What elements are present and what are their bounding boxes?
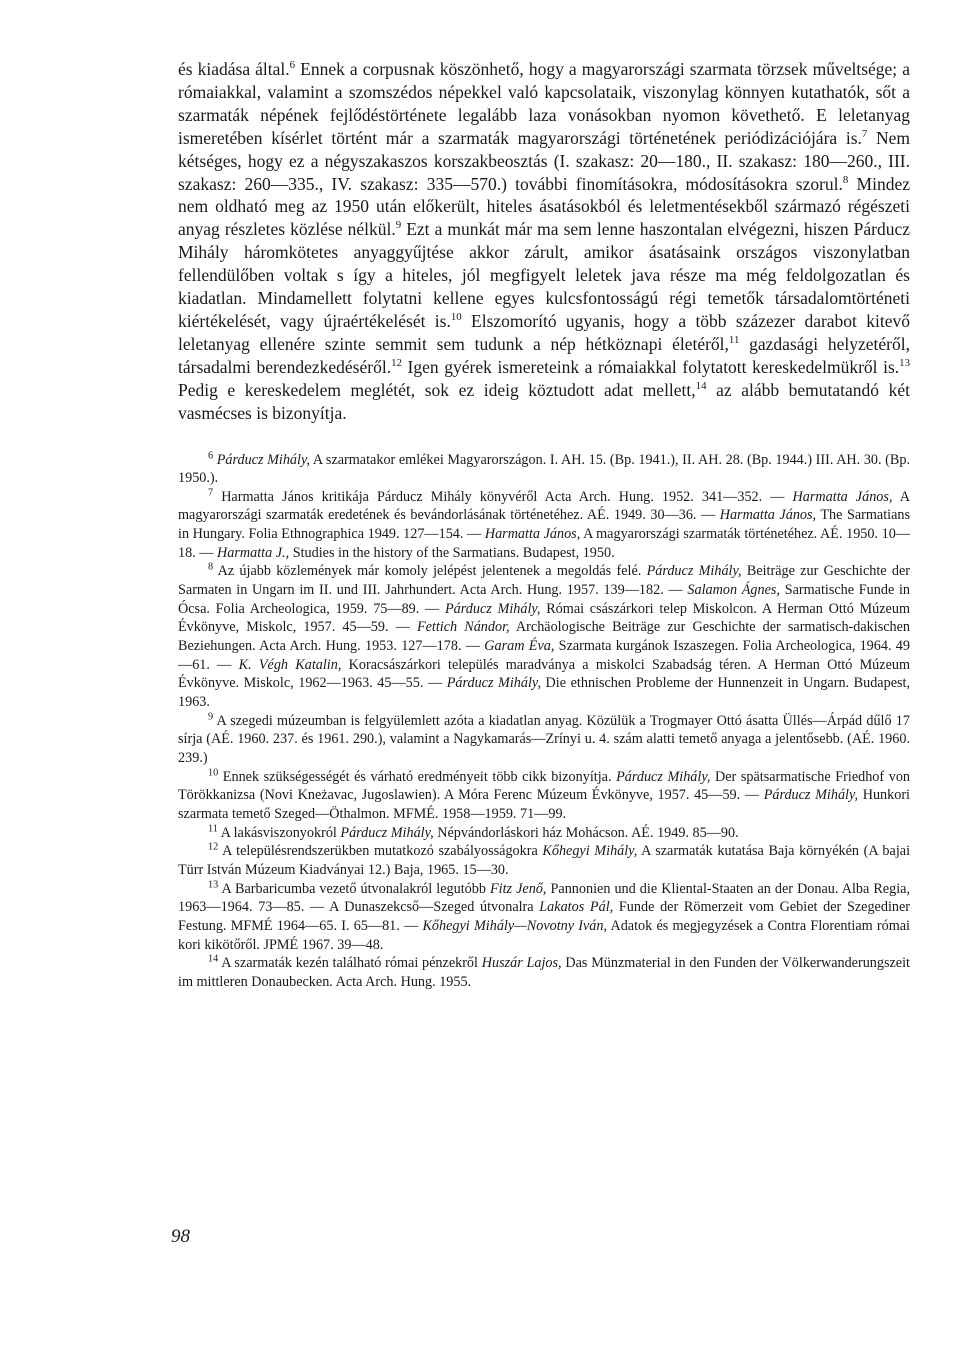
text-span: Der spätsarmatische Friedhof von Törökkanizsa (Novi Kneżavac, Jugoslawien). A Móra Ferenc Múzeum Évkönyve, 1957. 45—59. —	[178, 768, 911, 804]
text-span: Ennek szükségességét és várható eredményeit több cikk bizonyítja.	[218, 768, 617, 785]
footnote-ref: 11	[728, 334, 740, 347]
text-span: A magyarországi szarmaták eredetének és bevándorlásának történetéhez. AÉ. 1949. 30—36. —	[178, 488, 910, 524]
footnote-ref: 6	[289, 59, 296, 72]
footnote-number: 6	[208, 449, 214, 461]
text-span: Ennek a corpusnak köszönhető, hogy a magyarországi szarmata törzsek műveltsége; a rómaiakkal, valamint a szomszédos népekkel való kapcsolataik, viszonylag könnyen kutathatók, sőt a szarmaták népének fejlődéstörténete legalább laza vonásokban nyomon követhető. E leletanyag ismeretében kísérlet történt már a szarmaták magyarországi történetének periódizációjára is.	[178, 59, 910, 148]
author-name: Harmatta János,	[719, 507, 817, 524]
author-name: Huszár Lajos,	[481, 955, 562, 972]
footnote-13	[178, 880, 910, 955]
text-span: A szegedi múzeumban is felgyülemlett azóta a kiadatlan anyag. Közülük a Trogmayer Ottó ásatta Üllés—Árpád dűlő 17 sírja (AÉ. 1960. 237. és 1961. 290.), valamint a Nagykamarás—Zrínyi u. 4. szám alatti temető anyaga a jelentősebb. (AÉ. 1960. 239.)	[178, 712, 910, 766]
text-span: Adatok és megjegyzések a Contra Florentiam római kori kikötőről. JPMÉ 1967. 39—48.	[178, 917, 910, 953]
text-span: The Sarmatians in Hungary. Folia Ethnographica 1949. 127—154. —	[178, 507, 911, 543]
author-name: Kőhegyi Mihály,	[542, 843, 638, 860]
footnote-number: 14	[208, 953, 219, 965]
author-name: Párducz Mihály,	[340, 824, 434, 841]
author-name: Salamon Ágnes,	[687, 582, 780, 599]
text-span: Ezt a munkát már ma sem lenne haszontalan elvégezni, hiszen Párducz Mihály háromkötetes anyaggyűjtése akkor zárult, amikor ásatásaink országos viszonylatban fellendülőben voltak s így a hiteles, jól megfigyelt leletek java része ma még feldolgozatlan és kiadatlan. Mindamellett folytatni kellene egyes kulcsfontosságú régi temetők társadalomtörténeti kiértékelését, vagy újraértékelését is.	[178, 219, 910, 331]
author-name: Párducz Mihály,	[445, 600, 541, 617]
footnote-number: 9	[208, 710, 214, 722]
text-span: A Barbaricumba vezető útvonalakról legutóbb	[218, 880, 490, 897]
footnote-ref: 8	[842, 173, 849, 186]
author-name: Harmatta J.,	[217, 544, 290, 561]
footnote-9	[178, 712, 910, 768]
footnotes	[178, 451, 910, 992]
author-name: K. Végh Katalin,	[238, 656, 342, 673]
text-span: A lakásviszonyokról	[217, 824, 341, 841]
text-span: Elszomorító ugyanis, hogy a több százezer darabot kitevő leletanyag ellenére szinte semmit sem tudunk a nép hétköznapi életéről,	[178, 310, 910, 354]
text-span: és kiadása által.	[178, 59, 290, 79]
footnote-ref: 10	[450, 311, 462, 324]
text-span: Pannonien und die Kliental-Staaten an der Donau. Alba Regia, 1963—1964. 73—85. — A Dunaszekcső—Szeged útvonalra	[178, 880, 910, 916]
text-span: A szarmaták kezén található római pénzekről	[218, 955, 482, 972]
text-span: Das Münzmaterial in den Funden der Völkerwanderungszeit im mittleren Donaubecken. Acta Arch. Hung. 1955.	[178, 955, 910, 990]
text-span: Az újabb közlemények már komoly jelépést jelentenek a megoldás felé.	[213, 563, 647, 580]
footnote-ref: 14	[695, 379, 707, 392]
author-name: Garam Éva,	[484, 638, 555, 655]
footnote-11	[178, 824, 910, 843]
footnote-ref: 9	[395, 219, 402, 232]
text-span: Igen gyérek ismereteink a rómaiakkal folytatott kereskedelmükről is.	[401, 356, 900, 377]
author-name: Párducz Mihály,	[446, 675, 541, 692]
author-name: Párducz Mihály,	[616, 768, 711, 785]
text-span: Római császárkori telep Miskolcon. A Herman Ottó Múzeum Évkönyve, Miskolc, 1957. 45—59. —	[178, 600, 910, 636]
text-span: Nem kétséges, hogy ez a négyszakaszos korszakbeosztás (I. szakasz: 20—180., II. szakasz: 180—260., III. szakasz: 260—335., IV. szakasz: 335—570.) további finomításokra, módosításokra szorul.	[178, 127, 910, 194]
footnote-ref: 7	[861, 127, 868, 140]
footnote-10	[178, 768, 910, 824]
text-span: gazdasági helyzetéről, társadalmi berendezkedéséről.	[178, 333, 910, 377]
text-span: Sarmatische Funde in Ócsa. Folia Archeologica, 1959. 75—89. —	[178, 582, 910, 617]
text-span: Die ethnischen Probleme der Hunnenzeit in Ungarn. Budapest, 1963.	[178, 675, 911, 711]
footnote-12	[178, 842, 910, 879]
text-span: Archäologische Beiträge zur Geschichte der sarmatisch-dakischen Beziehungen. Acta Arch. Hung. 1953. 127—178. —	[178, 619, 911, 655]
text-span: Beiträge zur Geschichte der Sarmaten in Ungarn im II. und III. Jahrhundert. Acta Arch. Hung. 1957. 139—182. —	[178, 563, 910, 599]
footnote-8	[178, 562, 910, 711]
author-name: Kőhegyi Mihály—Novotny Iván,	[422, 917, 608, 934]
author-name: Harmatta János,	[792, 488, 893, 505]
text-span: Funde der Römerzeit vom Gebiet der Szegediner Festung. MFMÉ 1964—65. I. 65—81. —	[178, 899, 910, 934]
footnote-ref: 12	[391, 356, 402, 369]
footnote-7	[178, 488, 910, 563]
page-number: 98	[171, 1226, 190, 1247]
footnote-6	[178, 451, 910, 488]
footnote-14	[178, 954, 910, 991]
footnote-number: 7	[208, 487, 214, 499]
text-span: A településrendszerükben mutatkozó szabályosságokra	[218, 843, 543, 860]
author-name: Harmatta János,	[484, 526, 581, 543]
footnote-number: 13	[208, 878, 219, 890]
text-span: Harmatta János kritikája Párducz Mihály könyvéről Acta Arch. Hung. 1952. 341—352. —	[213, 488, 793, 505]
text-span: Pedig e kereskedelem meglétét, sok ez ideig köztudott adat mellett,	[178, 379, 696, 400]
footnote-number: 10	[208, 766, 219, 778]
footnote-number: 12	[208, 841, 219, 853]
author-name: Párducz Mihály,	[216, 451, 311, 468]
footnote-number: 8	[208, 561, 214, 573]
footnote-ref: 13	[899, 356, 911, 369]
body-paragraph	[178, 58, 910, 425]
text-span: Hunkori szarmata temető Szeged—Öthalmon. MFMÉ. 1958—1959. 71—99.	[178, 787, 910, 822]
text-span: Koracsászárkori település maradványa a miskolci Szabadság téren. A Herman Ottó Múzeum Évkönyve. Miskolc, 1962—1963. 45—55. —	[178, 656, 910, 692]
text-span: Népvándorláskori ház Mohácson. AÉ. 1949. 85—90.	[433, 824, 739, 841]
author-name: Fitz Jenő,	[489, 880, 547, 897]
text-span: Studies in the history of the Sarmatians. Budapest, 1950.	[289, 544, 615, 561]
page-content	[178, 58, 910, 992]
text-span: A szarmaták kutatása Baja környékén (A bajai Türr István Múzeum Kiadványai 12.) Baja, 1965. 15—30.	[178, 843, 911, 878]
footnote-number: 11	[208, 822, 218, 834]
author-name: Lakatos Pál,	[539, 899, 614, 916]
author-name: Párducz Mihály,	[763, 787, 859, 804]
author-name: Párducz Mihály,	[646, 563, 742, 580]
text-span: Mindez nem oldható meg az 1950 után előkerült, hiteles ásatásokból és leletmentésekből származó régészeti anyag részletes közlése nélkül.	[178, 173, 910, 240]
author-name: Fettich Nándor,	[416, 619, 510, 636]
text-span: az alább bemutatandó két vasmécses is bizonyítja.	[178, 379, 911, 423]
text-span: A magyarországi szarmaták történetéhez. AÉ. 1950. 10—18. —	[178, 526, 911, 561]
text-span: A szarmatakor emlékei Magyarországon. I. AH. 15. (Bp. 1941.), II. AH. 28. (Bp. 1944.) III. AH. 30. (Bp. 1950.).	[178, 451, 911, 487]
text-span: Szarmata kurgánok Iszaszegen. Folia Archeologica, 1964. 49—61. —	[178, 638, 910, 673]
